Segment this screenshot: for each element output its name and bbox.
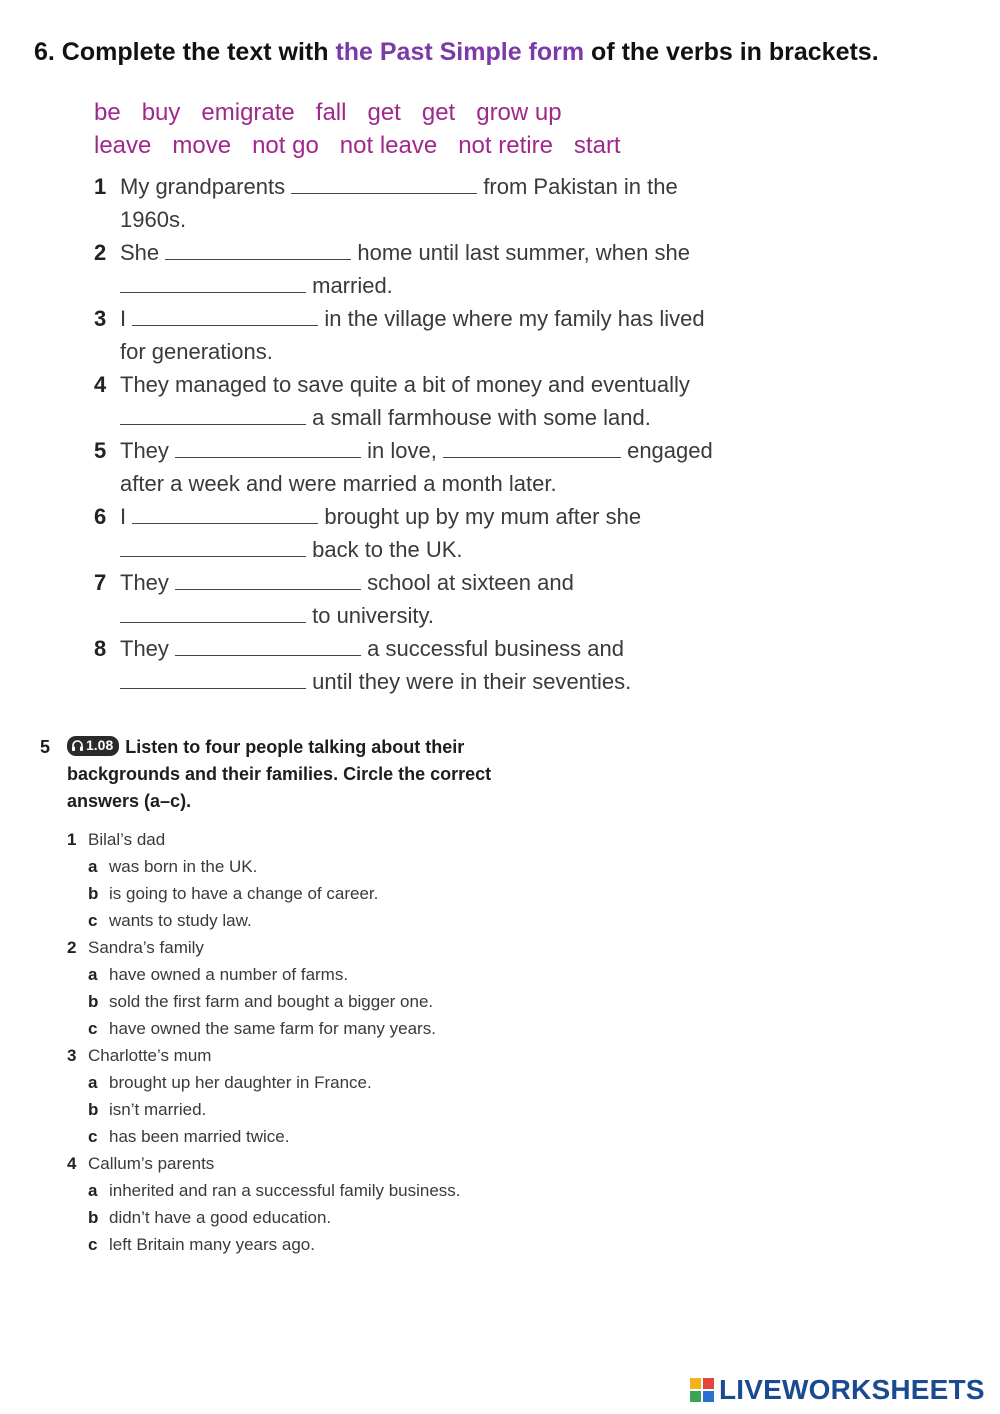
gap-fill-item-5 — [94, 434, 754, 500]
word: get — [367, 99, 401, 126]
word: not leave — [339, 132, 438, 159]
answer-blank[interactable] — [132, 503, 318, 524]
option-text: inherited and ran a successful family business. — [109, 1181, 461, 1200]
question-number: 4 — [67, 1154, 77, 1173]
exercise-6-items — [94, 170, 754, 698]
question-stem — [40, 1150, 640, 1177]
option-text: is going to have a change of career. — [109, 884, 379, 903]
word: not go — [252, 132, 319, 159]
item-text: They — [120, 636, 176, 661]
answer-blank[interactable] — [291, 173, 477, 194]
option-letter: b — [88, 1208, 99, 1227]
exercise-6 — [94, 96, 754, 698]
exercise-5-questions — [40, 826, 640, 1258]
question-text: Charlotte’s mum — [88, 1046, 212, 1065]
option-text: wants to study law. — [109, 911, 252, 930]
item-text: until they were in their seventies. — [306, 669, 632, 694]
exercise-number: 5 — [40, 737, 51, 757]
item-text: home until last summer, when she — [351, 240, 690, 265]
item-number: 3 — [94, 306, 107, 331]
option-text: have owned the same farm for many years. — [109, 1019, 436, 1038]
question-text: Bilal’s dad — [88, 830, 166, 849]
question-stem — [40, 934, 640, 961]
item-number: 5 — [94, 438, 107, 463]
answer-blank[interactable] — [132, 305, 318, 326]
item-number: 2 — [94, 240, 107, 265]
option-text: has been married twice. — [109, 1127, 290, 1146]
instruction-text: backgrounds and their families. Circle the correct — [67, 764, 492, 784]
question-stem — [40, 1042, 640, 1069]
option-letter: b — [88, 992, 99, 1011]
answer-option[interactable] — [40, 988, 640, 1015]
instruction-text: answers (a–c). — [67, 791, 192, 811]
item-text: 1960s. — [120, 207, 187, 232]
item-text: in the village where my family has lived — [318, 306, 705, 331]
gap-fill-item-8 — [94, 632, 754, 698]
exercise-6-heading — [34, 34, 984, 70]
word: grow up — [476, 99, 562, 126]
answer-option[interactable] — [40, 907, 640, 934]
option-text: isn’t married. — [109, 1100, 207, 1119]
option-letter: c — [88, 911, 98, 930]
question-stem — [40, 826, 640, 853]
gap-fill-item-4 — [94, 368, 754, 434]
gap-fill-item-3 — [94, 302, 754, 368]
option-letter: c — [88, 1019, 98, 1038]
question-2 — [40, 934, 640, 1042]
word: start — [573, 132, 621, 159]
heading-suffix: of the verbs in brackets. — [584, 38, 879, 66]
question-1 — [40, 826, 640, 934]
option-letter: a — [88, 1181, 98, 1200]
headphones-icon — [71, 739, 84, 752]
logo-mark-icon — [690, 1378, 714, 1402]
word-row — [94, 129, 754, 162]
word: move — [172, 132, 232, 159]
item-text: school at sixteen and — [361, 570, 574, 595]
question-4 — [40, 1150, 640, 1258]
item-text: They — [120, 570, 176, 595]
answer-blank[interactable] — [120, 272, 306, 293]
heading-prefix: 6. Complete the text with — [34, 38, 336, 66]
answer-blank[interactable] — [120, 536, 306, 557]
answer-blank[interactable] — [175, 437, 361, 458]
option-letter: a — [88, 1073, 98, 1092]
question-number: 2 — [67, 938, 77, 957]
gap-fill-item-1 — [94, 170, 754, 236]
item-text: after a week and were married a month later. — [120, 471, 557, 496]
gap-fill-item-6 — [94, 500, 754, 566]
item-text: engaged — [620, 438, 713, 463]
item-number: 4 — [94, 372, 107, 397]
answer-option[interactable] — [40, 961, 640, 988]
exercise-5-instruction — [40, 734, 640, 815]
answer-option[interactable] — [40, 1069, 640, 1096]
answer-blank[interactable] — [120, 668, 306, 689]
item-text: a small farmhouse with some land. — [306, 405, 651, 430]
answer-blank[interactable] — [175, 635, 361, 656]
answer-option[interactable] — [40, 1231, 640, 1258]
option-text: didn’t have a good education. — [109, 1208, 332, 1227]
answer-blank[interactable] — [120, 404, 306, 425]
item-text: They — [120, 438, 176, 463]
answer-option[interactable] — [40, 1015, 640, 1042]
item-text: from Pakistan in the — [477, 174, 678, 199]
item-text: a successful business and — [361, 636, 624, 661]
liveworksheets-logo — [690, 1374, 985, 1406]
gap-fill-item-7 — [94, 566, 754, 632]
question-3 — [40, 1042, 640, 1150]
heading-highlight: the Past Simple form — [335, 38, 585, 66]
item-text: in love, — [361, 438, 443, 463]
answer-option[interactable] — [40, 1177, 640, 1204]
item-text: She — [120, 240, 166, 265]
word: get — [421, 99, 456, 126]
answer-blank[interactable] — [443, 437, 621, 458]
item-text: My grandparents — [120, 174, 292, 199]
item-text: married. — [306, 273, 393, 298]
logo-text: LIVEWORKSHEETS — [719, 1374, 985, 1405]
item-number: 1 — [94, 174, 107, 199]
instruction-text: Listen to four people talking about their — [125, 737, 465, 757]
answer-option[interactable] — [40, 880, 640, 907]
option-letter: a — [88, 965, 98, 984]
item-number: 6 — [94, 504, 107, 529]
option-text: sold the first farm and bought a bigger one. — [109, 992, 434, 1011]
item-text: They managed to save quite a bit of money and eventually — [120, 372, 690, 397]
item-text: to university. — [306, 603, 434, 628]
answer-blank[interactable] — [175, 569, 361, 590]
option-text: was born in the UK. — [109, 857, 258, 876]
option-text: left Britain many years ago. — [109, 1235, 315, 1254]
word: fall — [315, 99, 347, 126]
answer-option[interactable] — [40, 1123, 640, 1150]
option-letter: c — [88, 1235, 98, 1254]
question-text: Callum’s parents — [88, 1154, 215, 1173]
word: buy — [141, 99, 181, 126]
audio-track-badge[interactable] — [67, 736, 119, 756]
exercise-5 — [40, 734, 640, 1258]
word-box — [94, 96, 754, 162]
gap-fill-item-2 — [94, 236, 754, 302]
option-letter: a — [88, 857, 98, 876]
item-number: 7 — [94, 570, 107, 595]
option-text: have owned a number of farms. — [109, 965, 349, 984]
option-letter: b — [88, 884, 99, 903]
word: be — [94, 99, 121, 126]
track-number: 1.08 — [86, 737, 114, 753]
option-text: brought up her daughter in France. — [109, 1073, 372, 1092]
item-text: brought up by my mum after she — [318, 504, 642, 529]
option-letter: c — [88, 1127, 98, 1146]
item-text: I — [120, 306, 133, 331]
item-text: I — [120, 504, 133, 529]
question-number: 1 — [67, 830, 77, 849]
question-text: Sandra’s family — [88, 938, 204, 957]
item-text: back to the UK. — [306, 537, 463, 562]
item-number: 8 — [94, 636, 107, 661]
word-row — [94, 96, 754, 129]
item-text: for generations. — [120, 339, 273, 364]
word: not retire — [458, 132, 553, 159]
word: emigrate — [201, 99, 295, 126]
word: leave — [94, 132, 152, 159]
answer-option[interactable] — [40, 1204, 640, 1231]
answer-option[interactable] — [40, 853, 640, 880]
question-number: 3 — [67, 1046, 77, 1065]
option-letter: b — [88, 1100, 99, 1119]
answer-option[interactable] — [40, 1096, 640, 1123]
answer-blank[interactable] — [120, 602, 306, 623]
answer-blank[interactable] — [165, 239, 351, 260]
